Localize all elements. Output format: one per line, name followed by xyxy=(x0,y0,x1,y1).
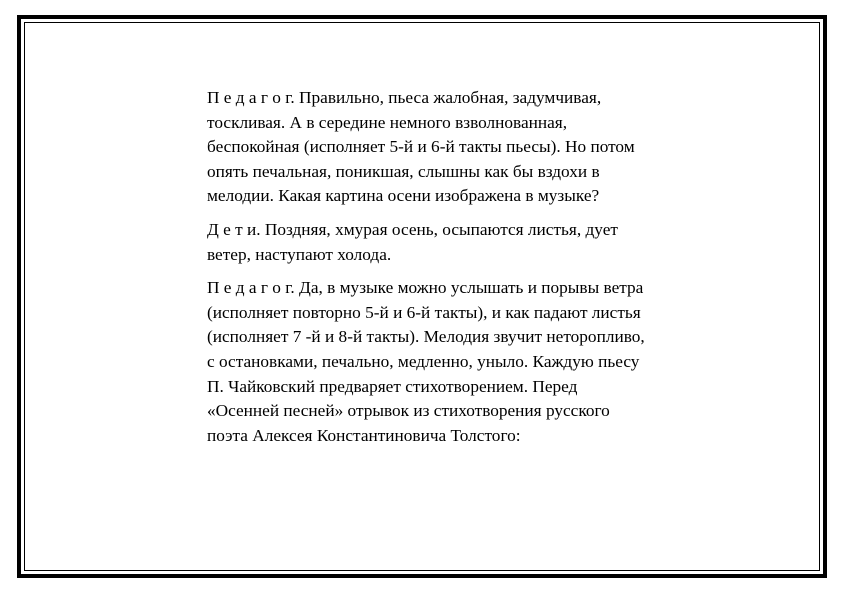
text-line: П е д а г о г. Правильно, пьеса жалобная, задумчивая, xyxy=(207,88,602,107)
text-line: (исполняет повторно 5-й и 6-й такты), и как падают листья xyxy=(207,302,641,322)
paragraph-teacher-2 xyxy=(207,276,727,448)
text-line: (исполняет 7 -й и 8-й такты). Мелодия звучит неторопливо, xyxy=(207,327,645,347)
text-line: П. Чайковский предваряет стихотворением. Перед xyxy=(207,376,578,396)
paragraph-teacher-1 xyxy=(207,86,727,209)
document-body xyxy=(207,86,727,457)
text-line: поэта Алексея Константиновича Толстого: xyxy=(207,425,521,445)
text-line: тоскливая. А в середине немного взволнованная, xyxy=(207,112,568,132)
text-line: «Осенней песней» отрывок из стихотворения русского xyxy=(207,401,610,421)
text-line: мелодии. Какая картина осени изображена в музыке? xyxy=(207,186,600,206)
text-line: П е д а г о г. Да, в музыке можно услышать и порывы ветра xyxy=(207,278,644,298)
text-line: с остановками, печально, медленно, уныло. Каждую пьесу xyxy=(207,351,640,371)
text-line: опять печальная, поникшая, слышны как бы вздохи в xyxy=(207,161,600,181)
text-line: ветер, наступают холода. xyxy=(207,244,392,264)
paragraph-children xyxy=(207,218,727,267)
text-line: беспокойная (исполняет 5-й и 6-й такты пьесы). Но потом xyxy=(207,137,635,157)
text-line: Д е т и. Поздняя, хмурая осень, осыпаются листья, дует xyxy=(207,219,618,239)
